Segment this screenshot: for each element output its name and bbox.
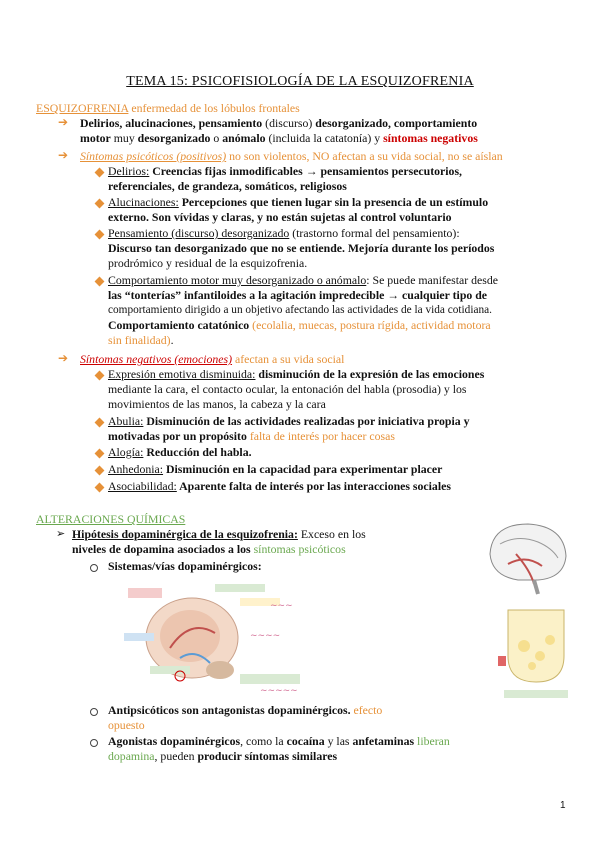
text: Comportamiento catatónico [108, 318, 250, 332]
label: Comportamiento motor muy desorganizado o anómalo [108, 273, 367, 287]
svg-text:~~~: ~~~ [270, 601, 293, 611]
text: motor [80, 131, 111, 145]
text: Percepciones que tienen lugar sin la presencia de un estímulo [178, 195, 489, 209]
text: liberan [414, 734, 450, 748]
paragraph-line [80, 116, 477, 131]
diamond-bullet-icon [95, 230, 105, 240]
paragraph-line: referenciales, de grandeza, somáticos, religiosos [108, 179, 347, 193]
label: Alogía: [108, 445, 144, 459]
text: (ecolalia, muecas, postura rígida, actividad motora [249, 318, 491, 332]
diamond-bullet-icon [95, 449, 105, 459]
page-number: 1 [560, 800, 566, 811]
paragraph-line: prodrómico y residual de la esquizofrenia. [108, 256, 308, 270]
text: cocaína [286, 734, 325, 748]
label: Alucinaciones: [108, 195, 179, 209]
text: (discurso) [262, 116, 316, 130]
synapse-icon [498, 606, 574, 702]
circle-bullet-icon [90, 739, 98, 747]
diamond-bullet-icon [95, 277, 105, 287]
section-heading: ALTERACIONES QUÍMICAS [36, 512, 186, 526]
text: síntomas negativos [383, 131, 478, 145]
svg-text:~~~~: ~~~~ [250, 631, 281, 641]
diamond-bullet-icon [95, 418, 105, 428]
paragraph-line [108, 445, 252, 460]
label: Abulia: [108, 414, 144, 428]
paragraph-line [108, 367, 484, 382]
diamond-bullet-icon [95, 168, 105, 178]
label: Pensamiento (discurso) desorganizado [108, 226, 290, 240]
paragraph-line: mediante la cara, el contacto ocular, la entonación del habla (prosodia) y los [108, 382, 467, 396]
text: motivadas por un propósito [108, 429, 247, 443]
paragraph-line: Discurso tan desorganizado que no se entiende. Mejoría durante los períodos [108, 241, 495, 255]
text: dopamina [108, 749, 155, 763]
text: falta de interés por hacer cosas [246, 429, 395, 443]
page-title: TEMA 15: PSICOFISIOLOGÍA DE LA ESQUIZOFRENIA [126, 74, 474, 89]
text: producir síntomas similares [197, 749, 338, 763]
diamond-bullet-icon [95, 483, 105, 493]
paragraph-line [72, 527, 366, 542]
text: o [210, 131, 223, 145]
paragraph-line [108, 703, 382, 718]
paragraph-line [80, 352, 344, 367]
paragraph-line [108, 749, 337, 764]
section-esquizofrenia [36, 101, 300, 116]
text: no son violentos, NO afectan a su vida social, no se aíslan [226, 149, 503, 163]
paragraph-line [72, 542, 346, 557]
svg-text:~~~~~: ~~~~~ [260, 686, 298, 696]
text: Creencias fijas inmodificables → pensamientos persecutorios, [149, 164, 463, 178]
paragraph-line [108, 273, 498, 288]
text: desorganizado, comportamiento [315, 116, 478, 130]
brain-icon [478, 514, 574, 596]
paragraph-line: comportamiento dirigido a un objetivo afectando las actividades de la vida cotidiana. [108, 304, 492, 316]
paragraph-line: movimientos de las manos, la cabeza y la cara [108, 397, 326, 411]
arrow-bullet-icon: ➔ [58, 115, 69, 129]
arrow-bullet-icon: ➔ [58, 351, 69, 365]
paragraph-line [80, 131, 478, 146]
section-heading-rest: enfermedad de los lóbulos frontales [128, 101, 300, 115]
synapse-figure [498, 606, 574, 702]
paragraph-line: opuesto [108, 718, 145, 732]
label: Asociabilidad: [108, 479, 177, 493]
diamond-bullet-icon [95, 371, 105, 381]
text: . [170, 333, 174, 347]
paragraph-line [108, 164, 462, 179]
text: (trastorno formal del pensamiento): [289, 226, 460, 240]
text: Exceso en los [297, 527, 366, 541]
circle-bullet-icon [90, 564, 98, 572]
label: Expresión emotiva disminuida: [108, 367, 256, 381]
diamond-bullet-icon [95, 199, 105, 209]
paragraph-line [80, 149, 503, 164]
subheading: Síntomas negativos (emociones) [80, 352, 233, 366]
paragraph-line [108, 734, 450, 749]
text: Reducción del habla. [143, 445, 252, 459]
text: efecto [350, 703, 383, 717]
label: Delirios: [108, 164, 150, 178]
text: afectan a su vida social [232, 352, 345, 366]
text: anómalo [222, 131, 266, 145]
text: Aparente falta de interés por las interacciones sociales [176, 479, 451, 493]
section-alteraciones [36, 512, 185, 527]
text: Agonistas dopaminérgicos [108, 734, 241, 748]
text: y las [324, 734, 353, 748]
text: muy [110, 131, 138, 145]
arrow-bullet-icon: ➔ [58, 148, 69, 162]
diamond-bullet-icon [95, 466, 105, 476]
paragraph-line: externo. Son vívidas y claras, y no están sujetas al control voluntario [108, 210, 452, 224]
brain-figure [478, 514, 574, 596]
brain-sagittal-icon [120, 578, 330, 698]
paragraph-line [108, 226, 460, 241]
triangle-bullet-icon: ➢ [56, 528, 66, 540]
text: disminución de la expresión de las emociones [255, 367, 485, 381]
paragraph-line: Sistemas/vías dopaminérgicos: [108, 559, 262, 573]
label: Anhedonia: [108, 462, 164, 476]
subheading: Síntomas psicóticos (positivos) [80, 149, 227, 163]
text: : Se puede manifestar desde [366, 273, 498, 287]
text: , pueden [154, 749, 198, 763]
label: Hipótesis dopaminérgica de la esquizofrenia: [72, 527, 298, 541]
paragraph-line [108, 462, 442, 477]
text: síntomas psicóticos [253, 542, 346, 556]
circle-bullet-icon [90, 708, 98, 716]
text: Antipsicóticos son antagonistas dopaminérgicos. [108, 703, 351, 717]
text: , como la [240, 734, 287, 748]
text: desorganizado [137, 131, 211, 145]
paragraph-line [108, 429, 395, 444]
text: anfetaminas [352, 734, 415, 748]
text: sin finalidad) [108, 333, 171, 347]
text: Disminución de las actividades realizadas por iniciativa propia y [143, 414, 470, 428]
paragraph-line: las “tonterías” infantiloides a la agitación impredecible → cualquier tipo de [108, 288, 488, 302]
paragraph-line [108, 318, 491, 333]
section-heading: ESQUIZOFRENIA [36, 101, 129, 115]
text: Disminución en la capacidad para experimentar placer [163, 462, 443, 476]
paragraph-line [108, 333, 174, 348]
text: Delirios, alucinaciones, pensamiento [80, 116, 263, 130]
dopaminergic-pathways-figure [120, 578, 330, 698]
text: niveles de dopamina asociados a los [72, 542, 254, 556]
paragraph-line [108, 414, 469, 429]
paragraph-line [108, 479, 451, 494]
paragraph-line [108, 195, 488, 210]
text: (incluida la catatonía) y [265, 131, 384, 145]
